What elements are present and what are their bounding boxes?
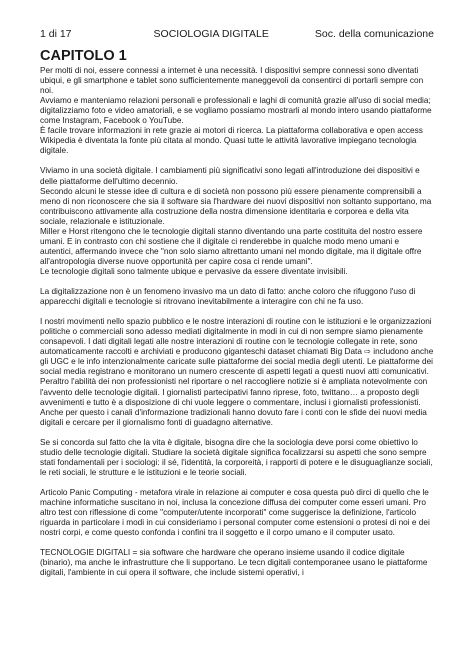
- page-header: [40, 28, 434, 40]
- paragraph: Anche per questo i canali d'informazione tradizionali hanno dovuto fare i conti con le sfide dei nuovi media digitali e cercare per il giornalismo fonti di guadagno alternative.: [40, 407, 427, 427]
- document-body: [40, 66, 434, 578]
- paragraph: TECNOLOGIE DIGITALI = sia software che hardware che operano insieme usando il codice digitale (binario), ma anche le infrastrutture che li supportano. Le tecn digitali contemporanee usano le piattaforme digitali, l'ambiente in cui opera il software, che include sistemi operativi, i: [40, 548, 428, 578]
- paragraph: Se si concorda sul fatto che la vita è digitale, bisogna dire che la sociologia deve porsi come obiettivo lo studio delle tecnologie digitali. Studiare la società digitale significa focalizzarsi su aspetti che sono sempre stati fondamentali per i sociologi: il sé, l'identità, la corporeità, i rapporti di potere e le disuguaglianze sociali, le reti sociali, le strutture e le istituzioni e le teorie sociali.: [40, 437, 433, 477]
- course-title: SOCIOLOGIA DIGITALE: [153, 28, 269, 40]
- paragraph: Articolo Panic Computing - metafora virale in relazione ai computer e cosa questa può dirci di quello che le machine informatiche suscitano in noi, inclusa la concezione diffusa dei computer come esseri umani. Pro altro test con riflessione di come "computer/utente incorporati" come suggerisce la definizione, l'articolo riguarda in particolare i modi in cui consideriamo i personal computer come estensioni o protesi di noi e dei nostri corpi, e come questo confonda i confini tra il soggetto e il corpo umano e il computer usato.: [40, 487, 430, 538]
- paragraph: La digitalizzazione non è un fenomeno invasivo ma un dato di fatto: anche coloro che rifuggono l'uso di apparecchi digitali e tecnologie si ritrovano inevitabilmente a interagire con chi ne fa uso.: [40, 287, 416, 307]
- page-number: 1 di 17: [40, 28, 72, 40]
- paragraph: Viviamo in una società digitale. I cambiamenti più significativi sono legati all'introduzione dei dispositivi e delle piattaforme dell'ultimo decennio.: [40, 166, 420, 186]
- chapter-title: CAPITOLO 1: [40, 48, 127, 64]
- paragraph-text: includono anche gli UGC e le info intenzionalmente caricate sulle piattaforme dei social media degli utenti. Le piattaforme dei social media registrano e monitorano un numero crescente di aspetti legati a questi nuovi atti comunicativi.: [40, 347, 434, 377]
- paragraph: Secondo alcuni le stesse idee di cultura e di società non possono più essere pienamente comprensibili a meno di non riconoscere che sia il software sia l'hardware dei nuovi dispositivi non soltanto supportano, ma contribuiscono attivamente alla costruzione della nostra dimensione identitaria e corporea e della vita sociale, relazionale e istituzionale.: [40, 186, 432, 226]
- paragraph: Peraltro l'abilità dei non professionisti nel riportare o nel raccogliere notizie si è ampliata notevolmente con l'avvento delle tecnologie digitali. I giornalisti partecipativi fanno riprese, foto, twittano… a proposto degli avvenimenti e tutto è a disposizione di chi vuole leggere o commentare, inclusi i giornalisti professionisti.: [40, 377, 428, 407]
- paragraph: È facile trovare informazioni in rete grazie ai motori di ricerca. La piattaforma collaborativa e open access Wikipedia è diventata la fonte più citata al mondo. Quasi tutte le attività lavorative impiegano tecnologia digitale.: [40, 126, 423, 156]
- paragraph: Avviamo e manteniamo relazioni personali e professionali e laghi di comunità grazie all'uso di social media; digitalizziamo foto e video amatoriali, e se vogliamo possiamo mostrarli al mondo intero usando piattaforme come Instagram, Facebook o YouTube.: [40, 96, 432, 126]
- paragraph-text: I nostri movimenti nello spazio pubblico e le nostre interazioni di routine con le istituzioni e le organizzazioni politiche o commerciali sono adesso mediati digitalmente in modi in cui di non sempre siamo pienamente consapevoli. I dati digitali legati alle nostre interazioni di routine con le tecnologie collegate in rete, sono automaticamente raccolti e archiviati e producono giganteschi dataset chiamati Big Data: [40, 317, 432, 357]
- double-arrow-right-icon: ⇨: [364, 347, 371, 357]
- paragraph: [40, 317, 434, 377]
- paragraph: Le tecnologie digitali sono talmente ubique e pervasive da essere diventate invisibili.: [40, 266, 348, 276]
- paragraph: Miller e Horst ritengono che le tecnologie digitali stanno diventando una parte costituita del nostro essere umani. E in contrasto con chi sostiene che il digitale ci renderebbe in qualche modo meno umani e autentici, affermando invece che "non solo siamo altrettanto umani nel mondo digitale, ma il digitale offre all'antropologia diverse nuove opportunità per capire cosa ci rende umani".: [40, 226, 423, 266]
- section-title: Soc. della comunicazione: [314, 28, 434, 40]
- paragraph: Per molti di noi, essere connessi a internet è una necessità. I dispositivi sempre connessi sono diventati ubiqui, e gli smartphone e tablet sono sufficientemente maneggevoli da consentirci di portarli sempre con noi.: [40, 66, 424, 96]
